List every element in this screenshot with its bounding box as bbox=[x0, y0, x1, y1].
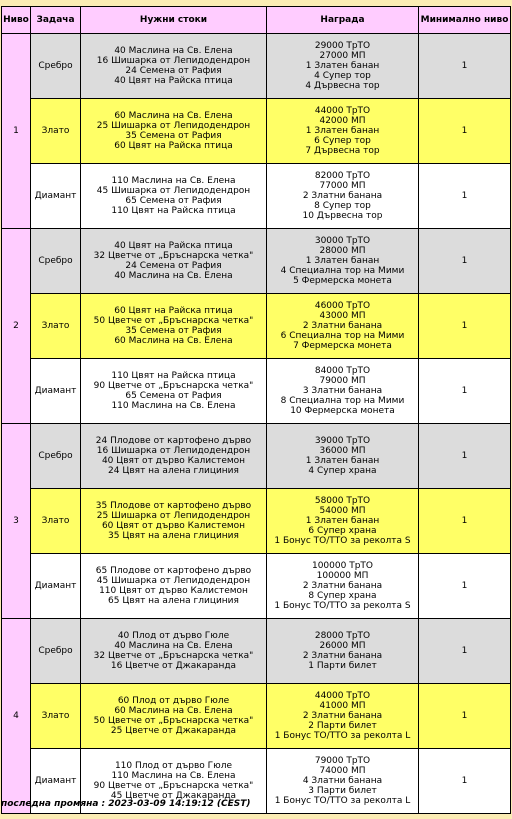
goods-line: 60 Цвят на Райска птица bbox=[114, 141, 233, 151]
reward-cell bbox=[267, 34, 418, 98]
reward-line: 4 Супер храна bbox=[308, 466, 377, 476]
table-row bbox=[2, 294, 510, 358]
level-cell: 3 bbox=[2, 424, 30, 618]
task-cell: Злато bbox=[31, 99, 80, 163]
reward-line: 100000 ТрТО bbox=[311, 561, 373, 571]
table-row bbox=[2, 359, 510, 423]
reward-cell bbox=[267, 99, 418, 163]
reward-line: 2 Златни банана bbox=[302, 581, 383, 591]
goods-cell bbox=[81, 294, 266, 358]
header-min-level: Минимално ниво bbox=[419, 7, 510, 33]
table-body bbox=[2, 34, 510, 813]
goods-line: 45 Шишарка от Лепидодендрон bbox=[96, 186, 251, 196]
reward-line: 28000 ТрТО bbox=[314, 631, 371, 641]
task-cell: Сребро bbox=[31, 34, 80, 98]
goods-line: 16 Цветче от Джакаранда bbox=[110, 661, 237, 671]
task-cell: Диамант bbox=[31, 359, 80, 423]
table-row bbox=[2, 554, 510, 618]
reward-line: 41000 МП bbox=[319, 701, 366, 711]
min-level-cell: 1 bbox=[419, 489, 510, 553]
goods-line: 32 Цветче от „Бръснарска четка" bbox=[93, 651, 254, 661]
min-level-cell: 1 bbox=[419, 34, 510, 98]
reward-line: 30000 ТрТО bbox=[314, 236, 371, 246]
header-reward: Награда bbox=[267, 7, 418, 33]
goods-line: 60 Цвят от дърво Калистемон bbox=[101, 521, 246, 531]
goods-line: 60 Маслина на Св. Елена bbox=[114, 706, 233, 716]
goods-line: 24 Семена от Рафия bbox=[125, 261, 222, 271]
reward-line: 3 Парти билет bbox=[308, 786, 377, 796]
min-level-cell: 1 bbox=[419, 99, 510, 163]
task-cell: Злато bbox=[31, 294, 80, 358]
reward-line: 1 Златен банан bbox=[305, 256, 380, 266]
reward-line: 4 Дървесна тор bbox=[305, 81, 380, 91]
reward-cell bbox=[267, 424, 418, 488]
reward-line: 44000 ТрТО bbox=[314, 106, 371, 116]
reward-line: 42000 МП bbox=[319, 116, 366, 126]
goods-cell bbox=[81, 34, 266, 98]
reward-line: 58000 ТрТО bbox=[314, 496, 371, 506]
goods-cell bbox=[81, 554, 266, 618]
reward-line: 100000 МП bbox=[316, 571, 369, 581]
reward-line: 4 Златни банана bbox=[302, 776, 383, 786]
min-level-cell: 1 bbox=[419, 359, 510, 423]
rewards-table bbox=[1, 6, 511, 814]
goods-line: 35 Семена от Рафия bbox=[125, 131, 222, 141]
reward-cell bbox=[267, 164, 418, 228]
reward-line: 6 Специална тор на Мими bbox=[280, 331, 405, 341]
min-level-cell: 1 bbox=[419, 749, 510, 813]
table-row bbox=[2, 34, 510, 98]
level-cell: 2 bbox=[2, 229, 30, 423]
goods-line: 40 Маслина на Св. Елена bbox=[114, 46, 233, 56]
goods-line: 65 Семена от Рафия bbox=[125, 391, 222, 401]
goods-line: 60 Маслина на Св. Елена bbox=[114, 111, 233, 121]
reward-line: 39000 ТрТО bbox=[314, 436, 371, 446]
reward-line: 1 Златен банан bbox=[305, 456, 380, 466]
goods-line: 16 Шишарка от Лепидодендрон bbox=[96, 446, 251, 456]
task-cell: Диамант bbox=[31, 164, 80, 228]
goods-line: 40 Цвят на Райска птица bbox=[114, 76, 233, 86]
goods-line: 50 Цветче от „Бръснарска четка" bbox=[93, 716, 254, 726]
reward-line: 54000 МП bbox=[319, 506, 366, 516]
goods-line: 65 Семена от Рафия bbox=[125, 196, 222, 206]
goods-line: 60 Плод от дърво Гюле bbox=[117, 696, 230, 706]
reward-line: 7 Фермерска монета bbox=[293, 341, 392, 351]
min-level-cell: 1 bbox=[419, 424, 510, 488]
table-row bbox=[2, 99, 510, 163]
reward-line: 2 Златни банана bbox=[302, 191, 383, 201]
goods-line: 60 Цвят на Райска птица bbox=[114, 306, 233, 316]
goods-line: 110 Маслина на Св. Елена bbox=[111, 771, 236, 781]
goods-line: 40 Маслина на Св. Елена bbox=[114, 271, 233, 281]
reward-cell bbox=[267, 619, 418, 683]
reward-cell bbox=[267, 229, 418, 293]
reward-line: 28000 МП bbox=[319, 246, 366, 256]
goods-line: 40 Цвят на Райска птица bbox=[114, 241, 233, 251]
reward-line: 2 Златни банана bbox=[302, 711, 383, 721]
goods-cell bbox=[81, 684, 266, 748]
goods-line: 90 Цветче от „Бръснарска четка" bbox=[93, 781, 254, 791]
task-cell: Сребро bbox=[31, 619, 80, 683]
goods-line: 110 Плод от дърво Гюле bbox=[114, 761, 233, 771]
reward-line: 1 Златен банан bbox=[305, 126, 380, 136]
goods-line: 110 Цвят на Райска птица bbox=[111, 206, 236, 216]
goods-line: 110 Цвят от дърво Калистемон bbox=[99, 586, 248, 596]
task-cell: Диамант bbox=[31, 554, 80, 618]
reward-cell bbox=[267, 554, 418, 618]
goods-cell bbox=[81, 164, 266, 228]
goods-line: 35 Цвят на алена глициния bbox=[108, 531, 239, 541]
reward-line: 10 Фермерска монета bbox=[290, 406, 395, 416]
reward-line: 8 Специална тор на Мими bbox=[280, 396, 405, 406]
reward-line: 2 Златни банана bbox=[302, 321, 383, 331]
reward-line: 44000 ТрТО bbox=[314, 691, 371, 701]
min-level-cell: 1 bbox=[419, 294, 510, 358]
header-task: Задача bbox=[31, 7, 80, 33]
task-cell: Сребро bbox=[31, 229, 80, 293]
reward-line: 82000 ТрТО bbox=[314, 171, 371, 181]
goods-line: 45 Цветче от Джакаранда bbox=[110, 791, 237, 801]
goods-line: 65 Плодове от картофено дърво bbox=[95, 566, 252, 576]
reward-line: 2 Парти билет bbox=[308, 721, 377, 731]
reward-line: 3 Златни банана bbox=[302, 386, 383, 396]
reward-line: 1 Златен банан bbox=[305, 516, 380, 526]
goods-line: 32 Цветче от „Бръснарска четка" bbox=[93, 251, 254, 261]
reward-line: 8 Супер тор bbox=[314, 201, 371, 211]
reward-line: 10 Дървесна тор bbox=[302, 211, 383, 221]
reward-cell bbox=[267, 684, 418, 748]
table-row bbox=[2, 489, 510, 553]
reward-line: 5 Фермерска монета bbox=[293, 276, 392, 286]
min-level-cell: 1 bbox=[419, 619, 510, 683]
goods-line: 40 Цвят от дърво Калистемон bbox=[101, 456, 246, 466]
task-cell: Злато bbox=[31, 489, 80, 553]
goods-cell bbox=[81, 99, 266, 163]
goods-line: 35 Семена от Рафия bbox=[125, 326, 222, 336]
reward-line: 6 Супер храна bbox=[308, 526, 377, 536]
reward-line: 79000 ТрТО bbox=[314, 756, 371, 766]
reward-cell bbox=[267, 294, 418, 358]
reward-cell bbox=[267, 749, 418, 813]
reward-line: 84000 ТрТО bbox=[314, 366, 371, 376]
reward-line: 43000 МП bbox=[319, 311, 366, 321]
goods-line: 50 Цветче от „Бръснарска четка" bbox=[93, 316, 254, 326]
table-row bbox=[2, 164, 510, 228]
task-cell: Злато bbox=[31, 684, 80, 748]
goods-line: 65 Цвят на алена глициния bbox=[108, 596, 239, 606]
level-cell: 4 bbox=[2, 619, 30, 813]
reward-line: 1 Бонус ТО/ТТО за реколта S bbox=[274, 601, 411, 611]
goods-cell bbox=[81, 489, 266, 553]
header-row bbox=[2, 7, 510, 33]
table-row bbox=[2, 684, 510, 748]
reward-line: 1 Златен банан bbox=[305, 61, 380, 71]
header-level: Ниво bbox=[2, 7, 30, 33]
reward-line: 26000 МП bbox=[319, 641, 366, 651]
goods-line: 25 Шишарка от Лепидодендрон bbox=[96, 511, 251, 521]
goods-line: 24 Семена от Рафия bbox=[125, 66, 222, 76]
reward-line: 79000 МП bbox=[319, 376, 366, 386]
goods-line: 24 Цвят на алена глициния bbox=[108, 466, 239, 476]
goods-cell bbox=[81, 359, 266, 423]
goods-line: 60 Маслина на Св. Елена bbox=[114, 336, 233, 346]
reward-line: 27000 МП bbox=[319, 51, 366, 61]
goods-line: 90 Цветче от „Бръснарска четка" bbox=[93, 381, 254, 391]
header-goods: Нужни стоки bbox=[81, 7, 266, 33]
reward-line: 6 Супер тор bbox=[314, 136, 371, 146]
reward-line: 46000 ТрТО bbox=[314, 301, 371, 311]
goods-line: 110 Маслина на Св. Елена bbox=[111, 176, 236, 186]
reward-line: 1 Бонус ТО/ТТО за реколта L bbox=[274, 731, 411, 741]
min-level-cell: 1 bbox=[419, 229, 510, 293]
level-cell: 1 bbox=[2, 34, 30, 228]
reward-line: 1 Бонус ТО/ТТО за реколта S bbox=[274, 536, 411, 546]
reward-line: 1 Парти билет bbox=[308, 661, 377, 671]
goods-cell bbox=[81, 424, 266, 488]
goods-line: 40 Маслина на Св. Елена bbox=[114, 641, 233, 651]
goods-line: 110 Маслина на Св. Елена bbox=[111, 401, 236, 411]
reward-line: 36000 МП bbox=[319, 446, 366, 456]
table-row bbox=[2, 229, 510, 293]
goods-line: 25 Шишарка от Лепидодендрон bbox=[96, 121, 251, 131]
reward-line: 1 Бонус ТО/ТТО за реколта L bbox=[274, 796, 411, 806]
task-cell: Диамант bbox=[31, 749, 80, 813]
table-row bbox=[2, 619, 510, 683]
reward-line: 7 Дървесна тор bbox=[305, 146, 380, 156]
goods-line: 45 Шишарка от Лепидодендрон bbox=[96, 576, 251, 586]
reward-line: 4 Специална тор на Мими bbox=[280, 266, 405, 276]
reward-cell bbox=[267, 359, 418, 423]
reward-cell bbox=[267, 489, 418, 553]
goods-line: 24 Плодове от картофено дърво bbox=[95, 436, 252, 446]
reward-line: 29000 ТрТО bbox=[314, 41, 371, 51]
goods-cell bbox=[81, 229, 266, 293]
goods-line: 25 Цветче от Джакаранда bbox=[110, 726, 237, 736]
min-level-cell: 1 bbox=[419, 164, 510, 228]
reward-line: 8 Супер храна bbox=[308, 591, 377, 601]
reward-line: 2 Златни банана bbox=[302, 651, 383, 661]
reward-line: 4 Супер тор bbox=[314, 71, 371, 81]
last-modified: последна промяна : 2023-03-09 14:19:12 (CEST) bbox=[1, 799, 251, 809]
reward-line: 74000 МП bbox=[319, 766, 366, 776]
goods-line: 40 Плод от дърво Гюле bbox=[117, 631, 230, 641]
reward-line: 77000 МП bbox=[319, 181, 366, 191]
table-row bbox=[2, 424, 510, 488]
goods-cell bbox=[81, 619, 266, 683]
min-level-cell: 1 bbox=[419, 554, 510, 618]
task-cell: Сребро bbox=[31, 424, 80, 488]
goods-line: 16 Шишарка от Лепидодендрон bbox=[96, 56, 251, 66]
goods-line: 35 Плодове от картофено дърво bbox=[95, 501, 252, 511]
min-level-cell: 1 bbox=[419, 684, 510, 748]
goods-line: 110 Цвят на Райска птица bbox=[111, 371, 236, 381]
